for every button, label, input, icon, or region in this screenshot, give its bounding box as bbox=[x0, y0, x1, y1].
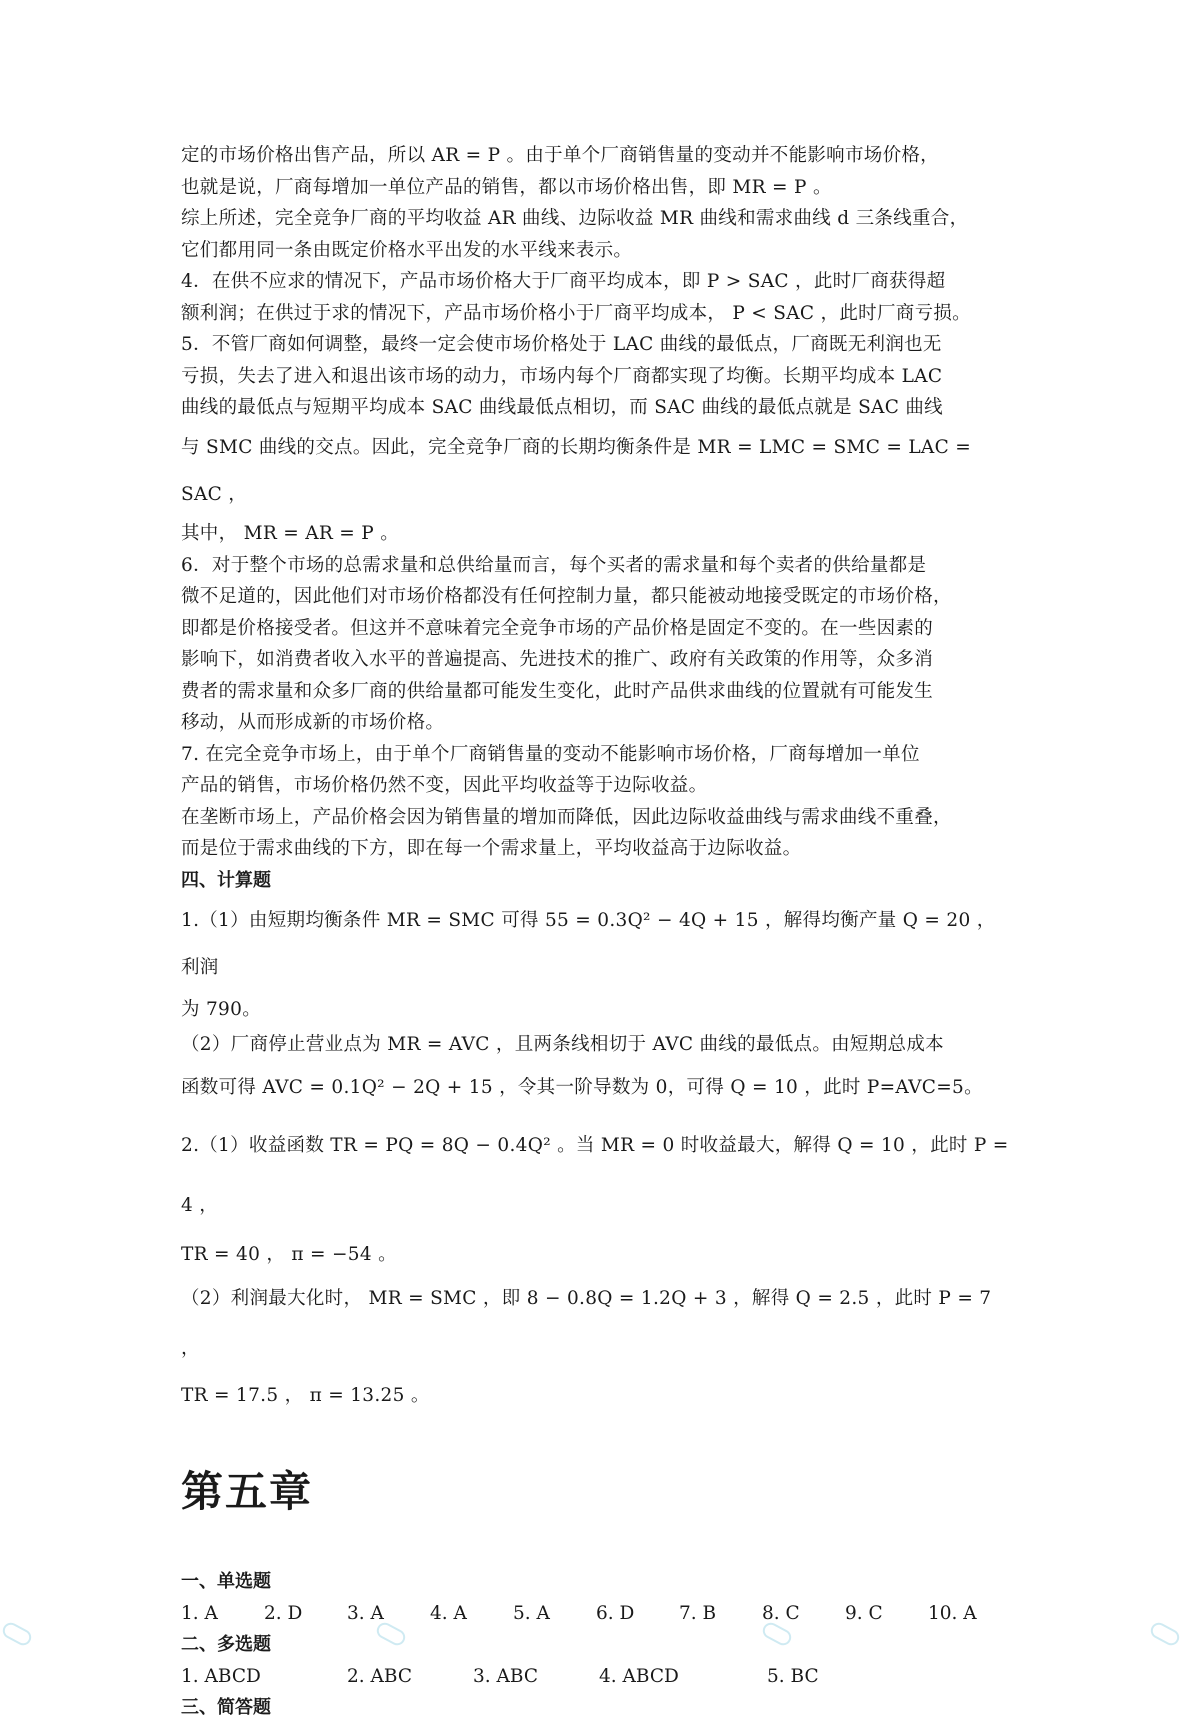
watermark-icon bbox=[0, 1620, 34, 1648]
text-line: 综上所述，完全竞争厂商的平均收益 AR 曲线、边际收益 MR 曲线和需求曲线 d 三条线重合， bbox=[181, 208, 969, 229]
calc-block bbox=[181, 897, 1011, 1419]
answer-item: 2. D bbox=[264, 1603, 303, 1624]
text-line: （2）利润最大化时， MR = SMC ，即 8 − 0.8Q = 1.2Q + 3 ，解得 Q = 2.5 ，此时 P = 7 ， bbox=[181, 1288, 992, 1359]
text-line: 费者的需求量和众多厂商的供给量都可能发生变化，此时产品供求曲线的位置就有可能发生 bbox=[181, 680, 934, 702]
paragraphs-mid bbox=[181, 550, 1011, 865]
text-line: （2）厂商停止营业点为 MR = AVC ，且两条线相切于 AVC 曲线的最低点。由短期总成本 bbox=[181, 1033, 944, 1055]
text-line: 1.（1）由短期均衡条件 MR = SMC 可得 55 = 0.3Q² − 4Q + 15 ，解得均衡产量 Q = 20 ，利润 bbox=[181, 909, 996, 978]
answer-item: 10. A bbox=[928, 1603, 977, 1624]
answer-item: 1. ABCD bbox=[181, 1666, 261, 1687]
text-line: 2.（1）收益函数 TR = PQ = 8Q − 0.4Q² 。当 MR = 0 时收益最大，解得 Q = 10 ，此时 P = 4 ， bbox=[181, 1135, 1009, 1216]
answer-item: 7. B bbox=[679, 1603, 717, 1624]
text-line: TR = 40 ， π = −54 。 bbox=[181, 1244, 397, 1265]
answer-item: 1. A bbox=[181, 1603, 218, 1624]
answer-item: 3. ABC bbox=[473, 1666, 538, 1687]
answer-item: 2. ABC bbox=[347, 1666, 412, 1687]
section-heading-single: 一、单选题 bbox=[181, 1571, 271, 1592]
text-line: 6．对于整个市场的总需求量和总供给量而言，每个买者的需求量和每个卖者的供给量都是 bbox=[181, 554, 927, 576]
answer-item: 9. C bbox=[845, 1603, 883, 1624]
answer-item: 4. ABCD bbox=[599, 1666, 679, 1687]
answer-item: 4. A bbox=[430, 1603, 467, 1624]
text-line: 4．在供不应求的情况下，产品市场价格大于厂商平均成本，即 P > SAC ，此时厂商获得超 bbox=[181, 271, 946, 292]
text-line: 与 SMC 曲线的交点。因此，完全竞争厂商的长期均衡条件是 MR = LMC = SMC = LAC = SAC ， bbox=[181, 436, 972, 505]
text-line: 它们都用同一条由既定价格水平出发的水平线来表示。 bbox=[181, 239, 633, 261]
text-line: 函数可得 AVC = 0.1Q² − 2Q + 15 ，令其一阶导数为 0，可得 Q = 10 ，此时 P=AVC=5。 bbox=[181, 1077, 983, 1098]
text-line: 5．不管厂商如何调整，最终一定会使市场价格处于 LAC 曲线的最低点，厂商既无利润也无 bbox=[181, 334, 942, 355]
text-line: TR = 17.5 ， π = 13.25 。 bbox=[181, 1385, 430, 1406]
text-line: 而是位于需求曲线的下方，即在每一个需求量上，平均收益高于边际收益。 bbox=[181, 838, 802, 859]
answer-item: 5. BC bbox=[767, 1666, 819, 1687]
text-line: 额利润；在供过于求的情况下，产品市场价格小于厂商平均成本， P < SAC ，此时厂商亏损。 bbox=[181, 302, 971, 324]
text-line: 亏损，失去了进入和退出该市场的动力，市场内每个厂商都实现了均衡。长期平均成本 LAC bbox=[181, 365, 943, 387]
section-heading-calc: 四、计算题 bbox=[181, 869, 271, 891]
text-line: 7. 在完全竞争市场上，由于单个厂商销售量的变动不能影响市场价格，厂商每增加一单位 bbox=[181, 743, 920, 765]
answer-item: 6. D bbox=[596, 1603, 635, 1624]
paragraphs-top bbox=[181, 140, 1011, 550]
text-line: 曲线的最低点与短期平均成本 SAC 曲线最低点相切，而 SAC 曲线的最低点就是 SAC 曲线 bbox=[181, 397, 943, 418]
section-heading-short: 三、简答题 bbox=[181, 1697, 271, 1718]
text-line: 微不足道的，因此他们对市场价格都没有任何控制力量，都只能被动地接受既定的市场价格， bbox=[181, 586, 952, 607]
text-line: 也就是说，厂商每增加一单位产品的销售，都以市场价格出售，即 MR = P 。 bbox=[181, 176, 832, 198]
text-line: 为 790。 bbox=[181, 998, 261, 1020]
section-heading-multi: 二、多选题 bbox=[181, 1634, 271, 1655]
text-line: 产品的销售，市场价格仍然不变，因此平均收益等于边际收益。 bbox=[181, 775, 708, 796]
answer-item: 8. C bbox=[762, 1603, 800, 1624]
chapter-title: 第五章 bbox=[181, 1467, 314, 1516]
answer-item: 3. A bbox=[347, 1603, 384, 1624]
document-page bbox=[181, 140, 1011, 1724]
text-line: 影响下，如消费者收入水平的普遍提高、先进技术的推广、政府有关政策的作用等，众多消 bbox=[181, 649, 934, 670]
answer-item: 5. A bbox=[513, 1603, 550, 1624]
multi-answers-row bbox=[181, 1661, 1011, 1692]
text-line: 其中， MR = AR = P 。 bbox=[181, 522, 399, 544]
text-line: 即都是价格接受者。但这并不意味着完全竞争市场的产品价格是固定不变的。在一些因素的 bbox=[181, 617, 934, 639]
watermark-icon bbox=[1148, 1620, 1182, 1648]
text-line: 定的市场价格出售产品，所以 AR = P 。由于单个厂商销售量的变动并不能影响市场价格， bbox=[181, 145, 939, 166]
text-line: 移动，从而形成新的市场价格。 bbox=[181, 712, 445, 733]
single-answers-row bbox=[181, 1598, 1011, 1629]
text-line: 在垄断市场上，产品价格会因为销售量的增加而降低，因此边际收益曲线与需求曲线不重叠， bbox=[181, 806, 952, 828]
